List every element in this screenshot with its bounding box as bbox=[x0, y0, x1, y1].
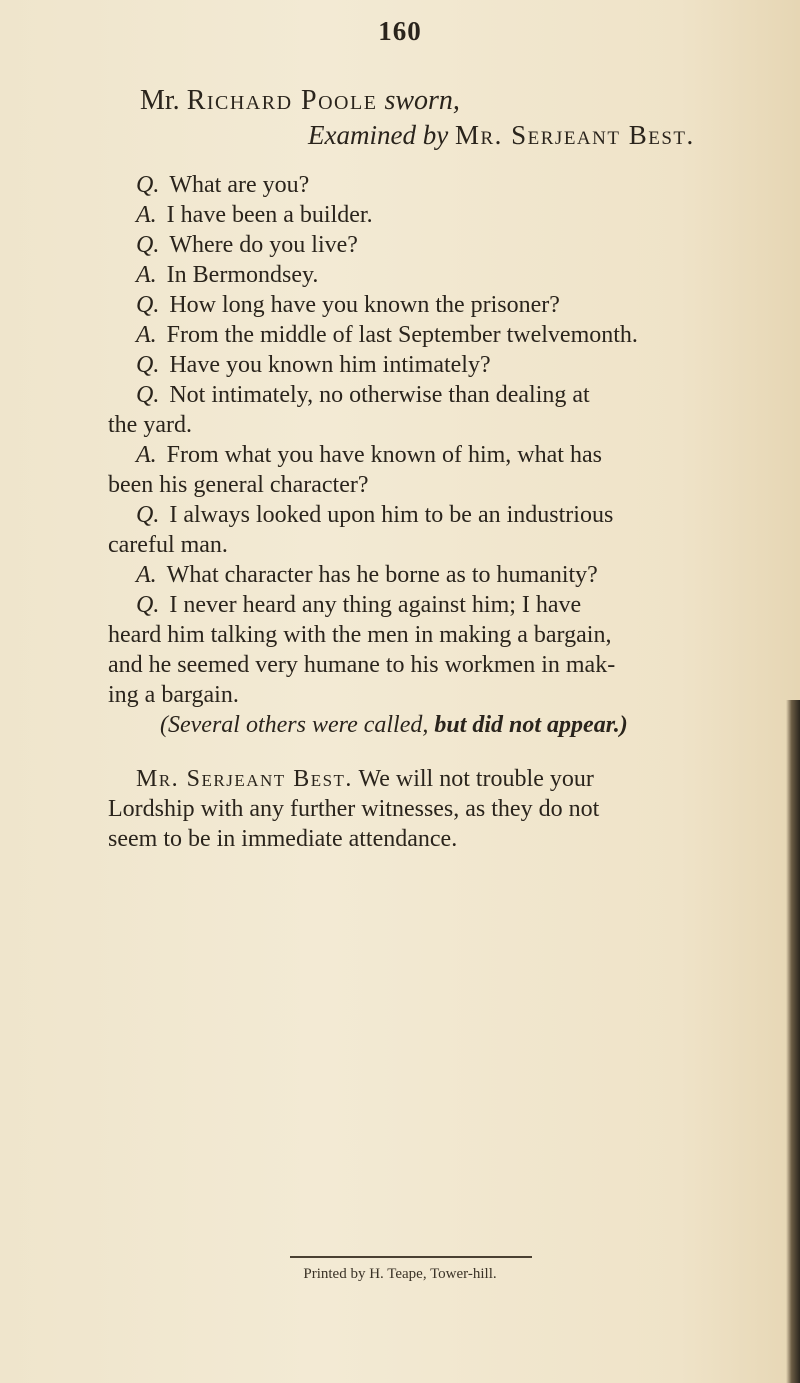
testimony-text bbox=[108, 84, 798, 854]
question-line: Q. Where do you live? bbox=[136, 232, 358, 258]
footer-rule bbox=[290, 1256, 532, 1258]
answer-continuation: ing a bargain. bbox=[108, 682, 239, 708]
sworn-word: sworn, bbox=[384, 85, 460, 116]
answer-continuation: heard him talking with the men in making a bargain, bbox=[108, 622, 612, 648]
examiner-name: Mr. Serjeant Best. bbox=[454, 120, 695, 150]
answer-continuation: and he seemed very humane to his workmen in mak- bbox=[108, 652, 616, 678]
question-line: A. From what you have known of him, what has bbox=[136, 442, 602, 468]
printer-imprint: Printed by H. Teape, Tower-hill. bbox=[303, 1266, 497, 1282]
answer-continuation: the yard. bbox=[108, 412, 192, 438]
closing-statement: Mr. Serjeant Best. We will not trouble your bbox=[136, 766, 594, 792]
answer-line: Q. I never heard any thing against him; I have bbox=[136, 592, 582, 618]
question-continuation: been his general character? bbox=[108, 472, 369, 498]
examined-by-line bbox=[108, 118, 798, 152]
answer-line: Q. I always looked upon him to be an industrious bbox=[136, 502, 614, 528]
answer-line: A. From the middle of last September twelvemonth. bbox=[136, 322, 638, 348]
question-line: A. What character has he borne as to humanity? bbox=[136, 562, 598, 588]
sworn-prefix: Mr. bbox=[140, 85, 187, 116]
examined-by-label: Examined by bbox=[308, 120, 449, 150]
answer-line: A. I have been a builder. bbox=[136, 202, 373, 228]
answer-line: A. In Bermondsey. bbox=[136, 262, 319, 288]
question-line: Q. Have you known him intimately? bbox=[136, 352, 491, 378]
closing-continuation: Lordship with any further witnesses, as they do not bbox=[108, 796, 600, 822]
question-line: Q. What are you? bbox=[136, 172, 310, 198]
closing-speaker: Mr. Serjeant Best. bbox=[136, 766, 353, 792]
answer-continuation: careful man. bbox=[108, 532, 228, 558]
question-line: Q. How long have you known the prisoner? bbox=[136, 292, 560, 318]
closing-continuation: seem to be in immediate attendance. bbox=[108, 826, 458, 852]
witness-heading bbox=[108, 84, 798, 118]
stage-note: (Several others were called, but did not appear.) bbox=[160, 712, 628, 738]
witness-name: Richard Poole bbox=[186, 85, 378, 116]
answer-line: Q. Not intimately, no otherwise than dealing at bbox=[136, 382, 590, 408]
page-number: 160 bbox=[378, 16, 422, 46]
